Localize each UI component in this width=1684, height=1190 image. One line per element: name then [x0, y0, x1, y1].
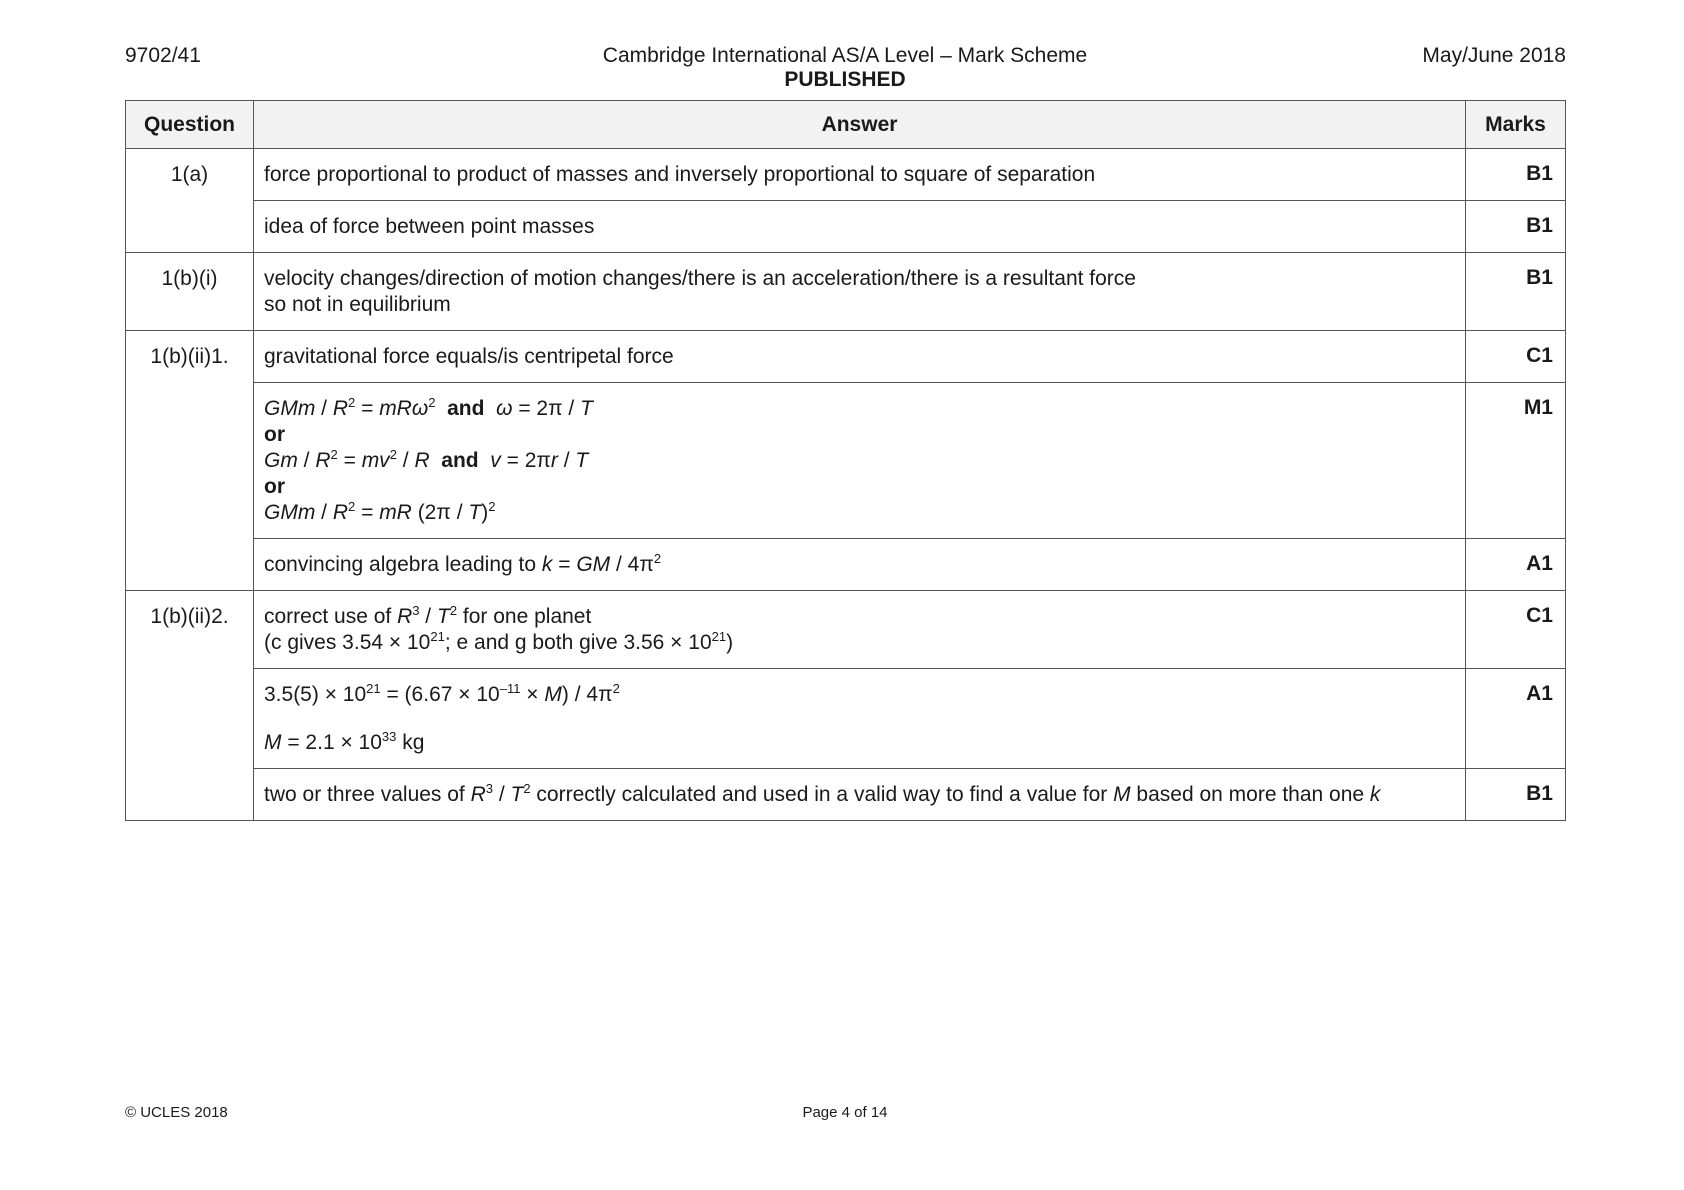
mark-code: B1	[1466, 769, 1566, 821]
answer-cell: velocity changes/direction of motion changes/there is an acceleration/there is a resultant force so not in equilibrium	[254, 253, 1466, 331]
answer-cell	[254, 669, 1466, 769]
page-number: Page 4 of 14	[802, 1104, 888, 1121]
table-row	[126, 149, 1566, 201]
publication-status: PUBLISHED	[784, 68, 906, 91]
mark-code: C1	[1466, 591, 1566, 669]
document-title: Cambridge International AS/A Level – Mark Scheme	[602, 44, 1088, 67]
answer-cell: gravitational force equals/is centripetal force	[254, 331, 1466, 383]
table-row	[126, 539, 1566, 591]
equation: $Gm / R^2 = mv^2 / R$ and v = 2πr / T	[264, 447, 589, 472]
question-number: 1(b)(ii)1.	[126, 331, 254, 591]
question-column-header: Question	[126, 101, 254, 149]
table-row	[126, 331, 1566, 383]
mark-code: B1	[1466, 253, 1566, 331]
copyright-notice: © UCLES 2018	[125, 1104, 228, 1121]
question-number: 1(b)(i)	[126, 253, 254, 331]
answer-column-header: Answer	[254, 101, 1466, 149]
question-number: 1(a)	[126, 149, 254, 253]
mark-code: A1	[1466, 669, 1566, 769]
table-row	[126, 591, 1566, 669]
answer-cell: force proportional to product of masses and inversely proportional to square of separation	[254, 149, 1466, 201]
question-number: 1(b)(ii)2.	[126, 591, 254, 821]
document-code: 9702/41	[125, 44, 201, 67]
table-row	[126, 383, 1566, 539]
table-row	[126, 669, 1566, 769]
equation: GMm / $R^2$ = mR (2π / T)$^2$	[264, 499, 496, 524]
table-header-row	[126, 101, 1566, 149]
table-row	[126, 253, 1566, 331]
table-row	[126, 769, 1566, 821]
mark-code: M1	[1466, 383, 1566, 539]
marks-column-header: Marks	[1466, 101, 1566, 149]
equation: GMm / $R^2 = mR\omega^2$ and ω = 2π / T	[264, 395, 593, 420]
answer-cell: GMm / $R^2 = mR\omega^2$ and ω = 2π / T or $Gm / R^2 = mv^2 / R$ and v = 2πr / T or GMm / $R^2$ = mR (2π / T)$^2$	[254, 383, 1466, 539]
table-row	[126, 201, 1566, 253]
answer-cell: convincing algebra leading to k = GM / $4\pi^2$	[254, 539, 1466, 591]
mark-code: C1	[1466, 331, 1566, 383]
mark-code: B1	[1466, 201, 1566, 253]
mark-scheme-table	[125, 100, 1566, 821]
equation: $M = 2.1 \times 10^{33}$ kg	[264, 729, 425, 754]
equation: $3.5(5) \times 10^{21} = (6.67 \times 10^{-11} \times M) / 4\pi^2$	[264, 681, 620, 706]
exam-session: May/June 2018	[1422, 44, 1566, 67]
answer-cell: idea of force between point masses	[254, 201, 1466, 253]
mark-code: B1	[1466, 149, 1566, 201]
answer-cell: two or three values of $R^3 / T^2$ correctly calculated and used in a valid way to find a value for M based on more than one k	[254, 769, 1466, 821]
mark-code: A1	[1466, 539, 1566, 591]
answer-cell: correct use of $R^3 / T^2$ for one planet (c gives $3.54 \times 10^{21}$; e and g both give $3.56 \times 10^{21}$)	[254, 591, 1466, 669]
